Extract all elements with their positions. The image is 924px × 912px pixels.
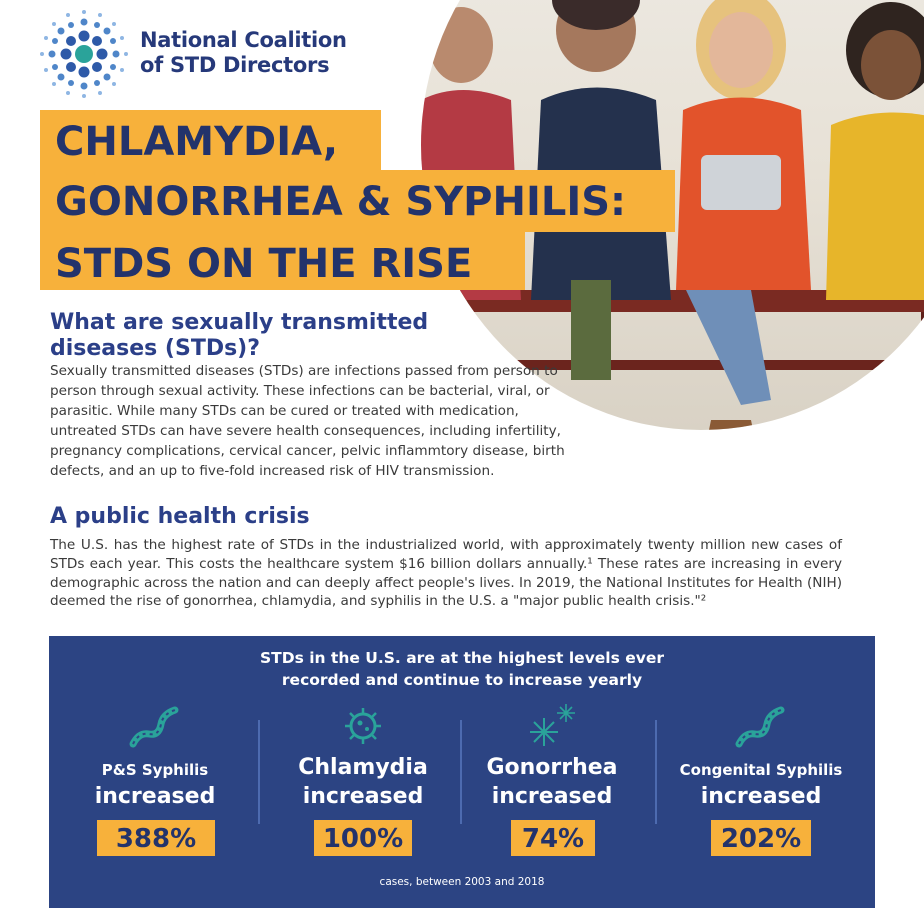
stat-label: Gonorrhea xyxy=(486,755,618,780)
stat-divider xyxy=(655,720,657,824)
stat-value: 388% xyxy=(97,820,215,856)
heading-line-2: diseases (STDs)? xyxy=(50,336,260,361)
stat-value: 74% xyxy=(511,820,595,856)
title-band-1 xyxy=(40,110,381,170)
title-line-2: GONORRHEA & SYPHILIS: xyxy=(55,179,627,225)
org-name xyxy=(140,28,347,78)
stat-label: Congenital Syphilis xyxy=(679,761,843,779)
stats-footnote: cases, between 2003 and 2018 xyxy=(379,876,545,888)
org-name-line2: of STD Directors xyxy=(140,53,330,77)
section-body-what-are-stds: Sexually transmitted diseases (STDs) are infections passed from person to person through sexual activity. These infections can be bacterial, viral, or parasitic. While many STDs can be cured or treated with medication, untreated STDs can have severe health consequences, including infertility, pregnancy complications, cervical cancer, pelvic inflammtory disease, birth defects, and an up to five-fold increased risk of HIV transmission. xyxy=(50,363,565,479)
stats-panel-heading xyxy=(49,647,875,691)
stat-divider xyxy=(258,720,260,824)
stat-label: Chlamydia xyxy=(298,755,428,780)
virus-icon xyxy=(333,702,393,752)
panel-heading-line-2: recorded and continue to increase yearly xyxy=(281,671,643,689)
spiral-bacteria-icon xyxy=(125,702,185,752)
title-band-3 xyxy=(40,232,525,290)
heading-line-1: What are sexually transmitted xyxy=(50,310,429,335)
title-line-1: CHLAMYDIA, xyxy=(55,119,339,165)
stat-value: 100% xyxy=(314,820,412,856)
stats-panel xyxy=(49,636,875,908)
stat-increased: increased xyxy=(491,784,613,809)
section-body-public-health-crisis: The U.S. has the highest rate of STDs in the industrialized world, with approximately twenty million new cases of STDs each year. This costs the healthcare system $16 billion dollars annually.¹ These rates are increasing in every demographic across the nation and can deeply affect people's lives. In 2019, the National Institutes for Health (NIH) deemed the rise of gonorrhea, chlamydia, and syphilis in the U.S. a "major public health crisis."² xyxy=(50,537,842,610)
section-heading-what-are-stds xyxy=(50,310,470,362)
org-name-line1: National Coalition xyxy=(140,28,347,52)
stat-label: P&S Syphilis xyxy=(101,761,209,779)
starburst-bacteria-icon xyxy=(522,702,582,752)
section-heading-public-health-crisis: A public health crisis xyxy=(50,504,310,529)
stat-increased: increased xyxy=(94,784,216,809)
logo-dots-icon xyxy=(38,8,130,100)
stat-increased: increased xyxy=(302,784,424,809)
title-line-3: STDS ON THE RISE xyxy=(55,241,473,287)
stat-increased: increased xyxy=(700,784,822,809)
spiral-bacteria-icon xyxy=(731,702,791,752)
stat-value: 202% xyxy=(711,820,811,856)
panel-heading-line-1: STDs in the U.S. are at the highest levels ever xyxy=(259,649,665,667)
title-band-2 xyxy=(40,170,675,232)
